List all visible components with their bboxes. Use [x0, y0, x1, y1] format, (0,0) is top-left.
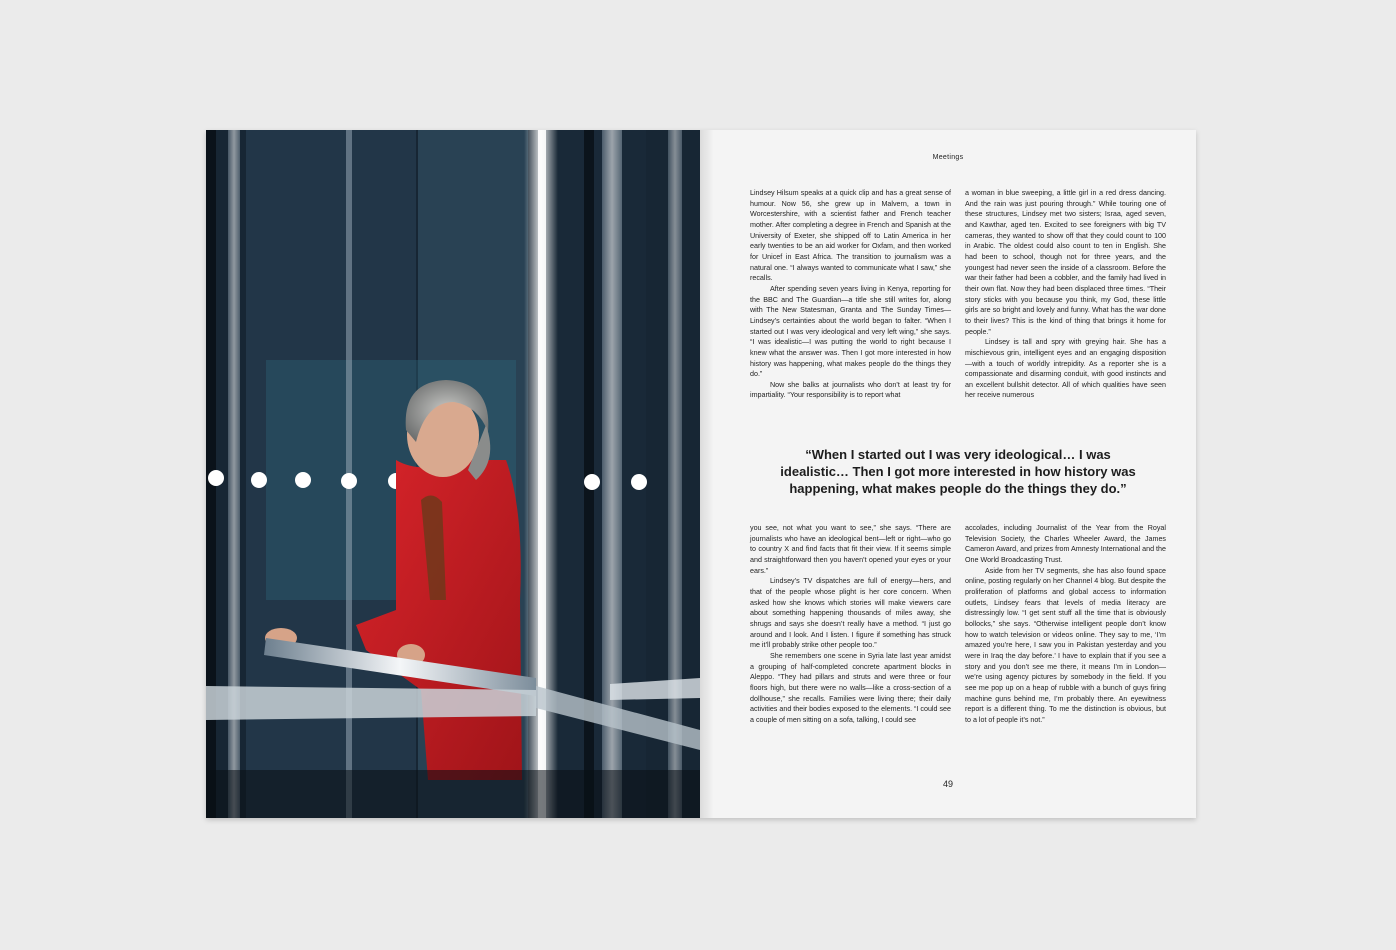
paragraph: Aside from her TV segments, she has also found space online, posting regularly on her Channel 4 blog. But despite the proliferation of platforms and global access to information outlets, Lindsey fears that levels of media literacy are distressingly low. “I get sent stuff all the time that is obviously bollocks,” she says. “Otherwise intelligent people don’t know how to watch television or videos online. They say to me, ‘I’m amazed you’re here, I saw you in Pakistan yesterday and you were in Iraq the day before.’ I have to explain that if you see a story and you don’t see me there, it means I’m in London—we’re using agency pictures by somebody in the field. If you see me pop up on a heap of rubble with a bunch of guys firing machine guns behind me, I’m probably there. An eyewitness report is a different thing. To me the distinction is obvious, but to a lot of people it’s not.”	[965, 566, 1166, 724]
paragraph: Now she balks at journalists who don’t at least try for impartiality. “Your responsibility is to report what	[750, 380, 951, 400]
article-column-2	[965, 188, 1166, 401]
paragraph: a woman in blue sweeping, a little girl in a red dress dancing. And the rain was just pouring through.” While touring one of these structures, Lindsey met two sisters; Israa, aged seven, and Kawthar, aged ten. Excited to see foreigners with big TV cameras, they wanted to show off that they could count to 100 in Arabic. The oldest could also count to ten in English. She had been to school, though not for three years, and the youngest had never seen the inside of a classroom. Before the war their father had been a cobbler, and the family had lived in their own flat. Now they had been displaced three times. “Their story sticks with you because you think, my God, these little girls are so bright and lovely and funny. What has the war done to their lives? This is the kind of thing that brings it home for people.”	[965, 189, 1166, 336]
portrait-photo	[206, 130, 700, 818]
section-label: Meetings	[932, 154, 964, 161]
article-page	[700, 130, 1196, 818]
paragraph: Lindsey Hilsum speaks at a quick clip and has a great sense of humour. Now 56, she grew up in Malvern, a town in Worcestershire, with a scientist father and French teacher mother. After completing a degree in French and Spanish at the University of Exeter, she shipped off to Latin America in her early twenties to be an aid worker for Oxfam, and then worked for Unicef in East Africa. The transition to journalism was a natural one. “I always wanted to communicate what I saw,” she recalls.	[750, 189, 951, 283]
article-column-3	[750, 523, 951, 725]
paragraph: After spending seven years living in Kenya, reporting for the BBC and The Guardian—a title she still writes for, along with The New Statesman, Granta and The Sunday Times—Lindsey’s certainties about the world began to falter. “When I started out I was very ideological and very left wing,” she says. “I was idealistic—I was putting the world to right because I knew what the answer was. Then I got more interested in how history was happening, what makes people do the things they do.”	[750, 284, 951, 379]
paragraph: you see, not what you want to see,” she says. “There are journalists who have an ideological bent—left or right—who go to country X and find facts that fit their view. If it seems simple and straightforward then you haven’t opened your eyes or your ears.”	[750, 524, 951, 575]
paragraph: Lindsey is tall and spry with greying hair. She has a mischievous grin, intelligent eyes and an engaging disposition—with a touch of worldly intrepidity. As a reporter she is a compassionate and disarming conduit, with good instincts and an excellent bullshit detector. All of which qualities have seen her receive numerous	[965, 338, 1166, 400]
page-number: 49	[942, 779, 953, 789]
paragraph: She remembers one scene in Syria late last year amidst a grouping of half-completed concrete apartment blocks in Aleppo. “They had pillars and struts and were three or four floors high, but there were no walls—like a cross-section of a dollhouse,” she recalls. Families were living there; their daily activities and their bodies exposed to the elements. “I could see a couple of men sitting on a sofa, talking, I could see	[750, 651, 951, 724]
pull-quote: “When I started out I was very ideological… I was idealistic… Then I got more interested in how history was happening, what makes people do the things they do.”	[780, 447, 1136, 496]
article-column-4	[965, 523, 1166, 725]
article-column-1	[750, 188, 951, 401]
paragraph: Lindsey’s TV dispatches are full of energy—hers, and that of the people whose plight is her core concern. When asked how she knows which stories will make viewers care about something happening thousands of miles away, she shrugs and says she doesn’t really have a method. “I just go around and I look. And I listen. I figure if something has struck me it’ll probably strike other people too.”	[750, 577, 951, 650]
page-gutter-shadow	[700, 130, 714, 818]
magazine-spread	[206, 130, 1196, 818]
paragraph: accolades, including Journalist of the Year from the Royal Television Society, the Charles Wheeler Award, the James Cameron Award, and prizes from Amnesty International and the One World Broadcasting Trust.	[965, 524, 1166, 564]
